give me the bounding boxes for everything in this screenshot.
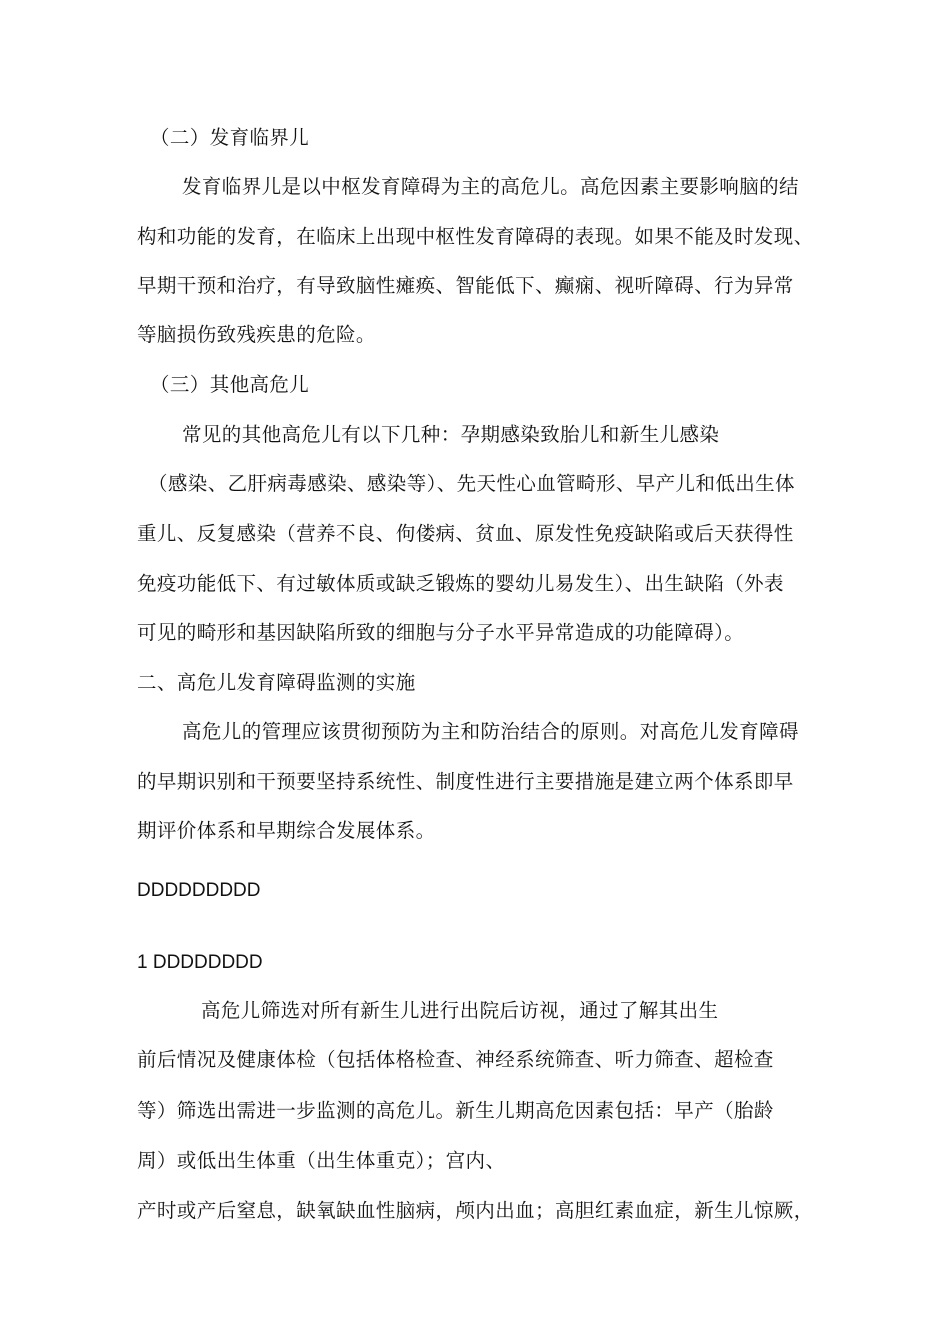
placeholder-subheading: 1 DDDDDDDD bbox=[137, 952, 263, 973]
placeholder-heading: DDDDDDDDD bbox=[137, 880, 261, 901]
paragraph-line: 构和功能的发育，在临床上出现中枢性发育障碍的表现。如果不能及时发现、 bbox=[137, 225, 814, 248]
paragraph-line: 免疫功能低下、有过敏体质或缺乏锻炼的婴幼儿易发生）、出生缺陷（外表 bbox=[137, 572, 784, 595]
paragraph-line: 可见的畸形和基因缺陷所致的细胞与分子水平异常造成的功能障碍）。 bbox=[137, 621, 745, 644]
paragraph-line: 等）筛选出需进一步监测的高危儿。新生儿期高危因素包括：早产（胎龄 bbox=[137, 1099, 774, 1122]
subheading-other-high-risk: （三）其他高危儿 bbox=[150, 373, 310, 396]
paragraph-line: 等脑损伤致残疾患的危险。 bbox=[137, 323, 376, 346]
paragraph-line: 早期干预和治疗，有导致脑性瘫痪、智能低下、癫痫、视听障碍、行为异常 bbox=[137, 274, 794, 297]
paragraph-line: 高危儿筛选对所有新生儿进行出院后访视，通过了解其出生 bbox=[201, 999, 719, 1022]
paragraph-line: 的早期识别和干预要坚持系统性、制度性进行主要措施是建立两个体系即早 bbox=[137, 770, 794, 793]
paragraph-line: （感染、乙肝病毒感染、感染等）、先天性心血管畸形、早产儿和低出生体 bbox=[148, 472, 795, 495]
section-heading-monitoring: 二、高危儿发育障碍监测的实施 bbox=[137, 671, 416, 694]
paragraph-line: 常见的其他高危儿有以下几种：孕期感染致胎儿和新生儿感染 bbox=[182, 423, 720, 446]
subheading-developmental-borderline: （二）发育临界儿 bbox=[150, 126, 310, 149]
paragraph-line: 重儿、反复感染（营养不良、佝偻病、贫血、原发性免疫缺陷或后天获得性 bbox=[137, 522, 794, 545]
paragraph-line: 期评价体系和早期综合发展体系。 bbox=[137, 819, 436, 842]
paragraph-line: 发育临界儿是以中枢发育障碍为主的高危儿。高危因素主要影响脑的结 bbox=[182, 175, 799, 198]
paragraph-line: 前后情况及健康体检（包括体格检查、神经系统筛查、听力筛查、超检查 bbox=[137, 1048, 774, 1071]
paragraph-line: 周）或低出生体重（出生体重克）；宫内、 bbox=[137, 1149, 506, 1172]
paragraph-line: 高危儿的管理应该贯彻预防为主和防治结合的原则。对高危儿发育障碍 bbox=[182, 720, 799, 743]
paragraph-line: 产时或产后窒息，缺氧缺血性脑病，颅内出血；高胆红素血症，新生儿惊厥， bbox=[137, 1199, 814, 1222]
